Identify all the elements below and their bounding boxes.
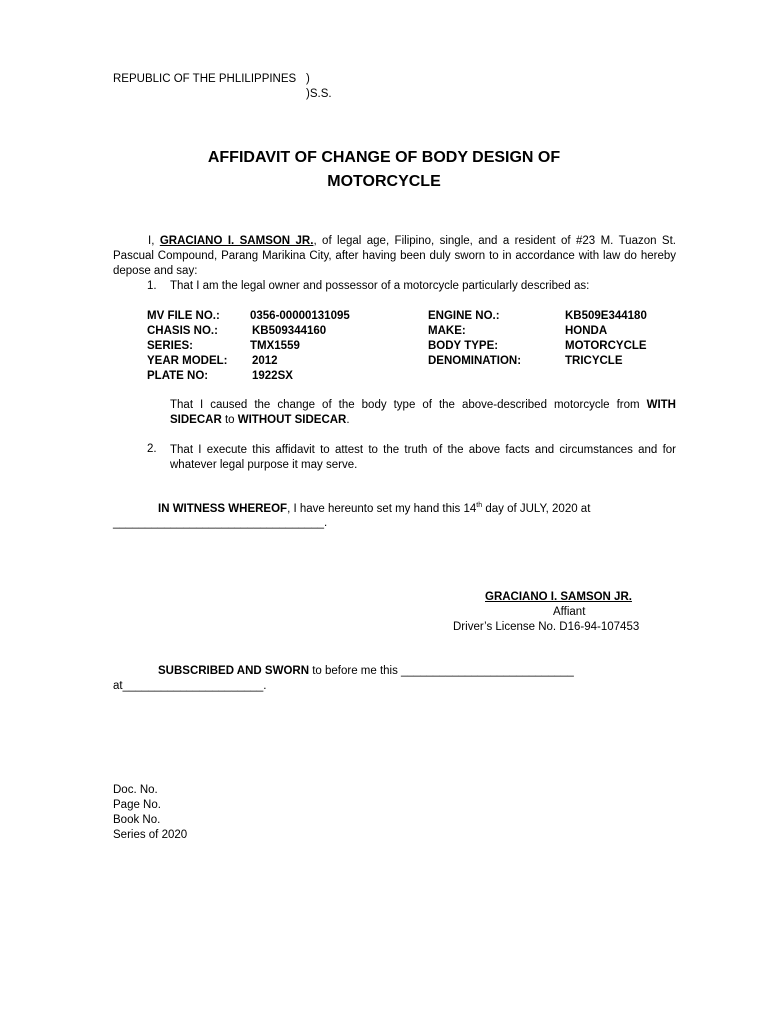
detail-value: KB509E344180 [565,310,647,322]
detail-label: YEAR MODEL: [147,355,228,367]
jurat-bold: SUBSCRIBED AND SWORN [158,665,309,677]
item1-number: 1. [147,280,157,292]
detail-label: BODY TYPE: [428,340,499,352]
change-end: . [346,414,350,426]
jurat-line2: at______________________. [113,680,267,692]
detail-value: 0356-00000131095 [250,310,350,322]
witness-bold: IN WITNESS WHEREOF [158,503,288,515]
series-year: Series of 2020 [113,829,188,841]
affiant-role: Affiant [553,606,586,618]
detail-label: MAKE: [428,325,466,337]
item2-text: That I execute this affidavit to attest to the truth of the above facts and circumstances and for whatever legal purpose it may serve. [170,444,676,471]
jurat-text: to before me this ___________________________ [309,665,574,677]
affiant-license: Driver’s License No. D16-94-107453 [453,621,640,633]
witness-paragraph [113,502,676,517]
detail-label: PLATE NO: [147,370,209,382]
change-paragraph [170,398,676,428]
document-title-line2: MOTORCYCLE [327,173,441,190]
intro-paragraph [113,234,676,279]
witness-blank: _________________________________. [113,517,328,529]
document-title-line1: AFFIDAVIT OF CHANGE OF BODY DESIGN OF [207,149,561,166]
detail-label: CHASIS NO.: [147,325,218,337]
change-to-word: to [221,414,238,426]
detail-label: MV FILE NO.: [147,310,220,322]
jurisdiction-paren: ) [306,73,310,85]
witness-sup: th [476,502,483,510]
change-text: That I caused the change of the body type of the above-described motorcycle from [170,399,640,411]
jurat-line1 [158,665,574,677]
affiant-name-inline: GRACIANO I. SAMSON JR. [159,235,314,247]
detail-value: HONDA [565,325,608,337]
item2-number: 2. [147,443,157,455]
detail-value: TRICYCLE [565,355,623,367]
detail-label: DENOMINATION: [428,355,522,367]
detail-value: TMX1559 [250,340,300,352]
change-from: WITH SIDECAR [170,399,676,426]
detail-value: KB509344160 [252,325,327,337]
change-to: WITHOUT SIDECAR [237,414,347,426]
jurisdiction: REPUBLIC OF THE PHLILIPPINES [113,73,297,85]
witness-text: , I have hereunto set my hand this 14 [287,503,477,515]
intro-prefix: I, [148,235,160,247]
item1-text: That I am the legal owner and possessor of a motorcycle particularly described as: [170,280,590,292]
detail-label: SERIES: [147,340,194,352]
detail-value: 2012 [252,355,278,367]
detail-label: ENGINE NO.: [428,310,500,322]
witness-text2: day of JULY, 2020 at [482,503,591,515]
page-no: Page No. [113,799,161,811]
doc-no: Doc. No. [113,784,158,796]
detail-value: MOTORCYCLE [565,340,647,352]
ss-marker: )S.S. [306,88,332,100]
book-no: Book No. [113,814,161,826]
intro-text: , of legal age, Filipino, single, and a resident of #23 M. Tuazon St. Pascual Compound, Parang Marikina City, after having been duly sworn to in accordance with law do hereby depose and say: [113,235,676,277]
detail-value: 1922SX [252,370,293,382]
affiant-name: GRACIANO I. SAMSON JR. [485,591,632,603]
